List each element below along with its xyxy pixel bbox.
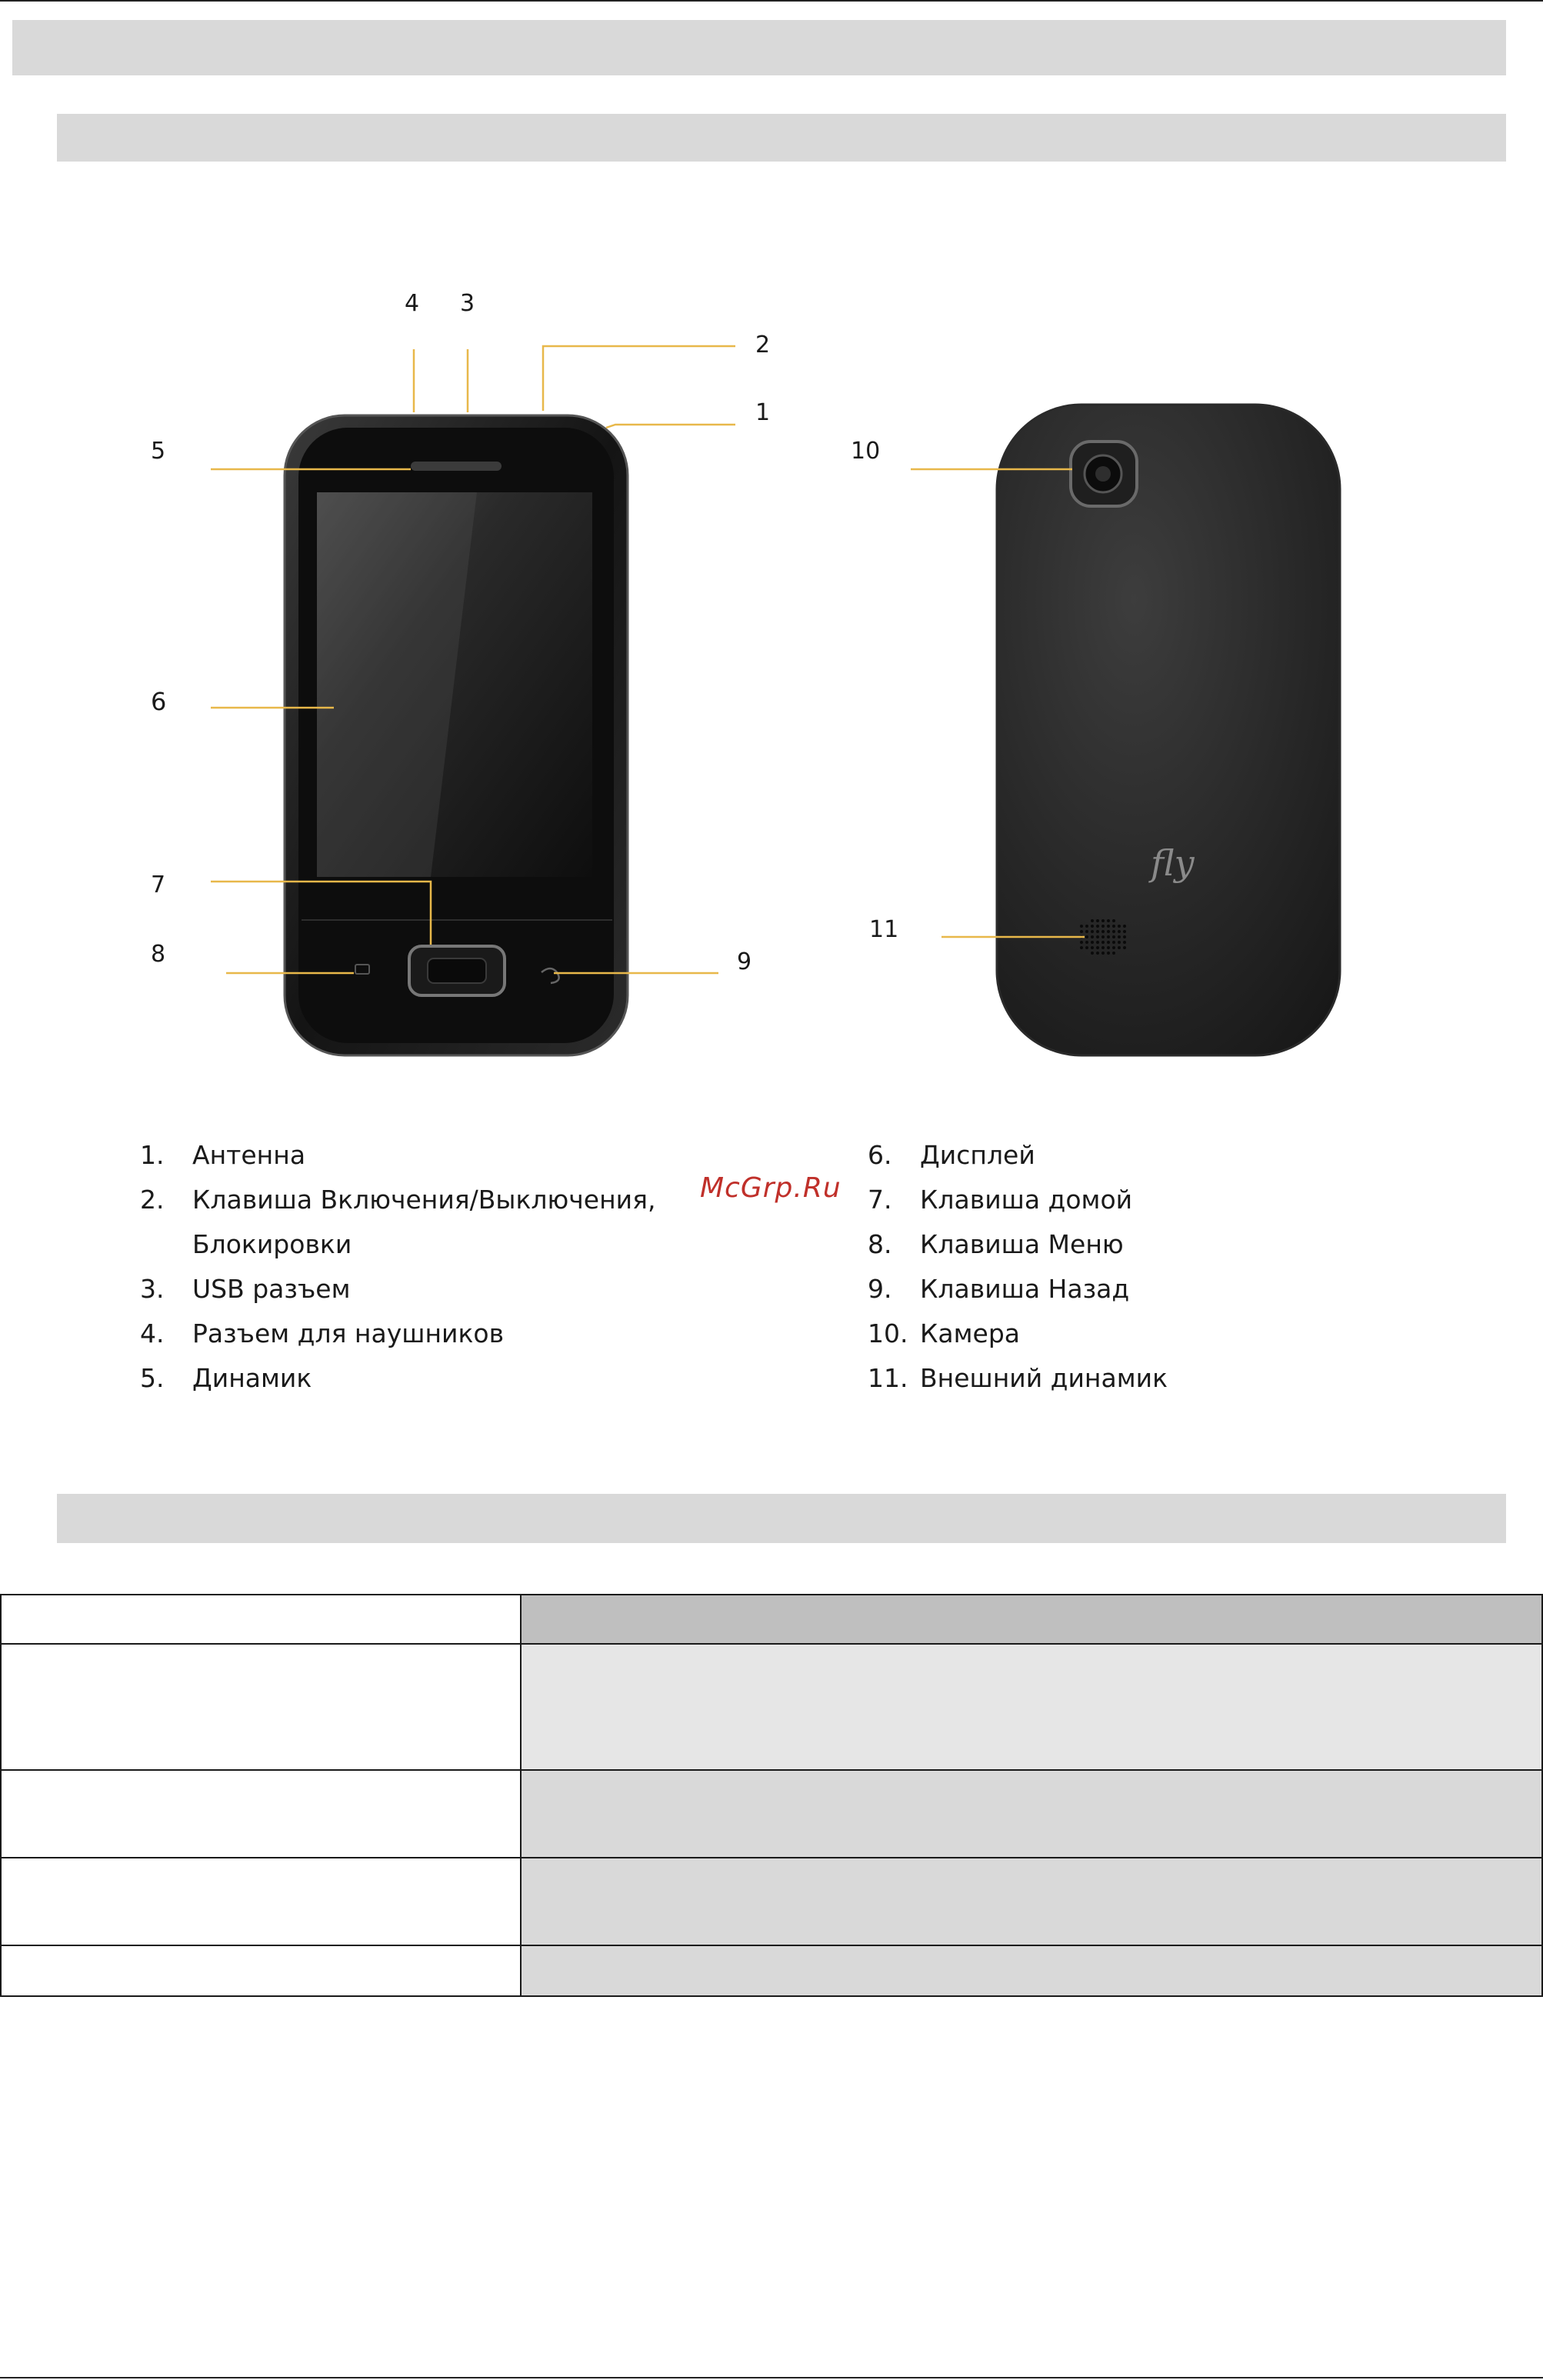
section-band-2 bbox=[57, 1494, 1506, 1543]
callout-2: 2 bbox=[755, 332, 771, 358]
list-item-label: Блокировки bbox=[192, 1229, 352, 1259]
list-item-number: 6. bbox=[868, 1140, 892, 1170]
table-row bbox=[522, 1945, 1543, 1995]
list-item-number: 9. bbox=[868, 1274, 892, 1304]
list-item-label: USB разъем bbox=[192, 1274, 351, 1304]
list-item-label: Внешний динамик bbox=[920, 1363, 1168, 1393]
list-item-number: 7. bbox=[868, 1185, 892, 1215]
list-item-number: 1. bbox=[140, 1140, 165, 1170]
spec-table bbox=[0, 1594, 1543, 1997]
list-item-label: Дисплей bbox=[920, 1140, 1035, 1170]
callout-9: 9 bbox=[737, 948, 752, 975]
list-item-label: Камера bbox=[920, 1318, 1021, 1348]
list-item-label: Клавиша домой bbox=[920, 1185, 1133, 1215]
callout-11: 11 bbox=[869, 916, 899, 943]
callout-6: 6 bbox=[151, 687, 167, 716]
callout-5: 5 bbox=[151, 438, 166, 465]
bottom-rule bbox=[0, 2377, 1543, 2378]
callout-10: 10 bbox=[851, 438, 881, 465]
list-item-number: 4. bbox=[140, 1318, 165, 1348]
list-item-label: Клавиша Включения/Выключения, bbox=[192, 1185, 656, 1215]
front-phone bbox=[285, 415, 628, 1055]
callout-1: 1 bbox=[755, 399, 771, 426]
watermark: McGrp.Ru bbox=[700, 1172, 841, 1204]
list-item-number: 3. bbox=[140, 1274, 165, 1304]
list-item-label: Клавиша Меню bbox=[920, 1229, 1124, 1259]
list-item-number: 10. bbox=[868, 1318, 908, 1348]
table-row bbox=[522, 1643, 1543, 1769]
callout-7: 7 bbox=[151, 872, 166, 898]
callout-4: 4 bbox=[405, 290, 420, 317]
section-title-band bbox=[12, 20, 1506, 75]
list-item-label: Динамик bbox=[192, 1363, 312, 1393]
phone-figure bbox=[0, 254, 1543, 1100]
subsection-title-band bbox=[57, 114, 1506, 162]
table-header-cell bbox=[522, 1594, 1543, 1643]
list-item-label: Разъем для наушников bbox=[192, 1318, 505, 1348]
legend-right-list bbox=[868, 1140, 1452, 1402]
list-item-number: 8. bbox=[868, 1229, 892, 1259]
list-item-number: 5. bbox=[140, 1363, 165, 1393]
table-row bbox=[522, 1769, 1543, 1857]
callout-8: 8 bbox=[151, 941, 166, 968]
legend-left-list bbox=[140, 1140, 725, 1402]
list-item-label: Клавиша Назад bbox=[920, 1274, 1130, 1304]
table-row bbox=[522, 1857, 1543, 1945]
fly-logo: fly bbox=[1151, 842, 1195, 884]
phone-illustration bbox=[0, 254, 1543, 1100]
top-rule bbox=[0, 0, 1543, 2]
callout-3: 3 bbox=[460, 290, 475, 317]
list-item-label: Антенна bbox=[192, 1140, 306, 1170]
back-phone bbox=[997, 405, 1340, 1055]
list-item-number: 11. bbox=[868, 1363, 908, 1393]
earpiece-speaker bbox=[411, 462, 502, 471]
list-item-number: 2. bbox=[140, 1185, 165, 1215]
